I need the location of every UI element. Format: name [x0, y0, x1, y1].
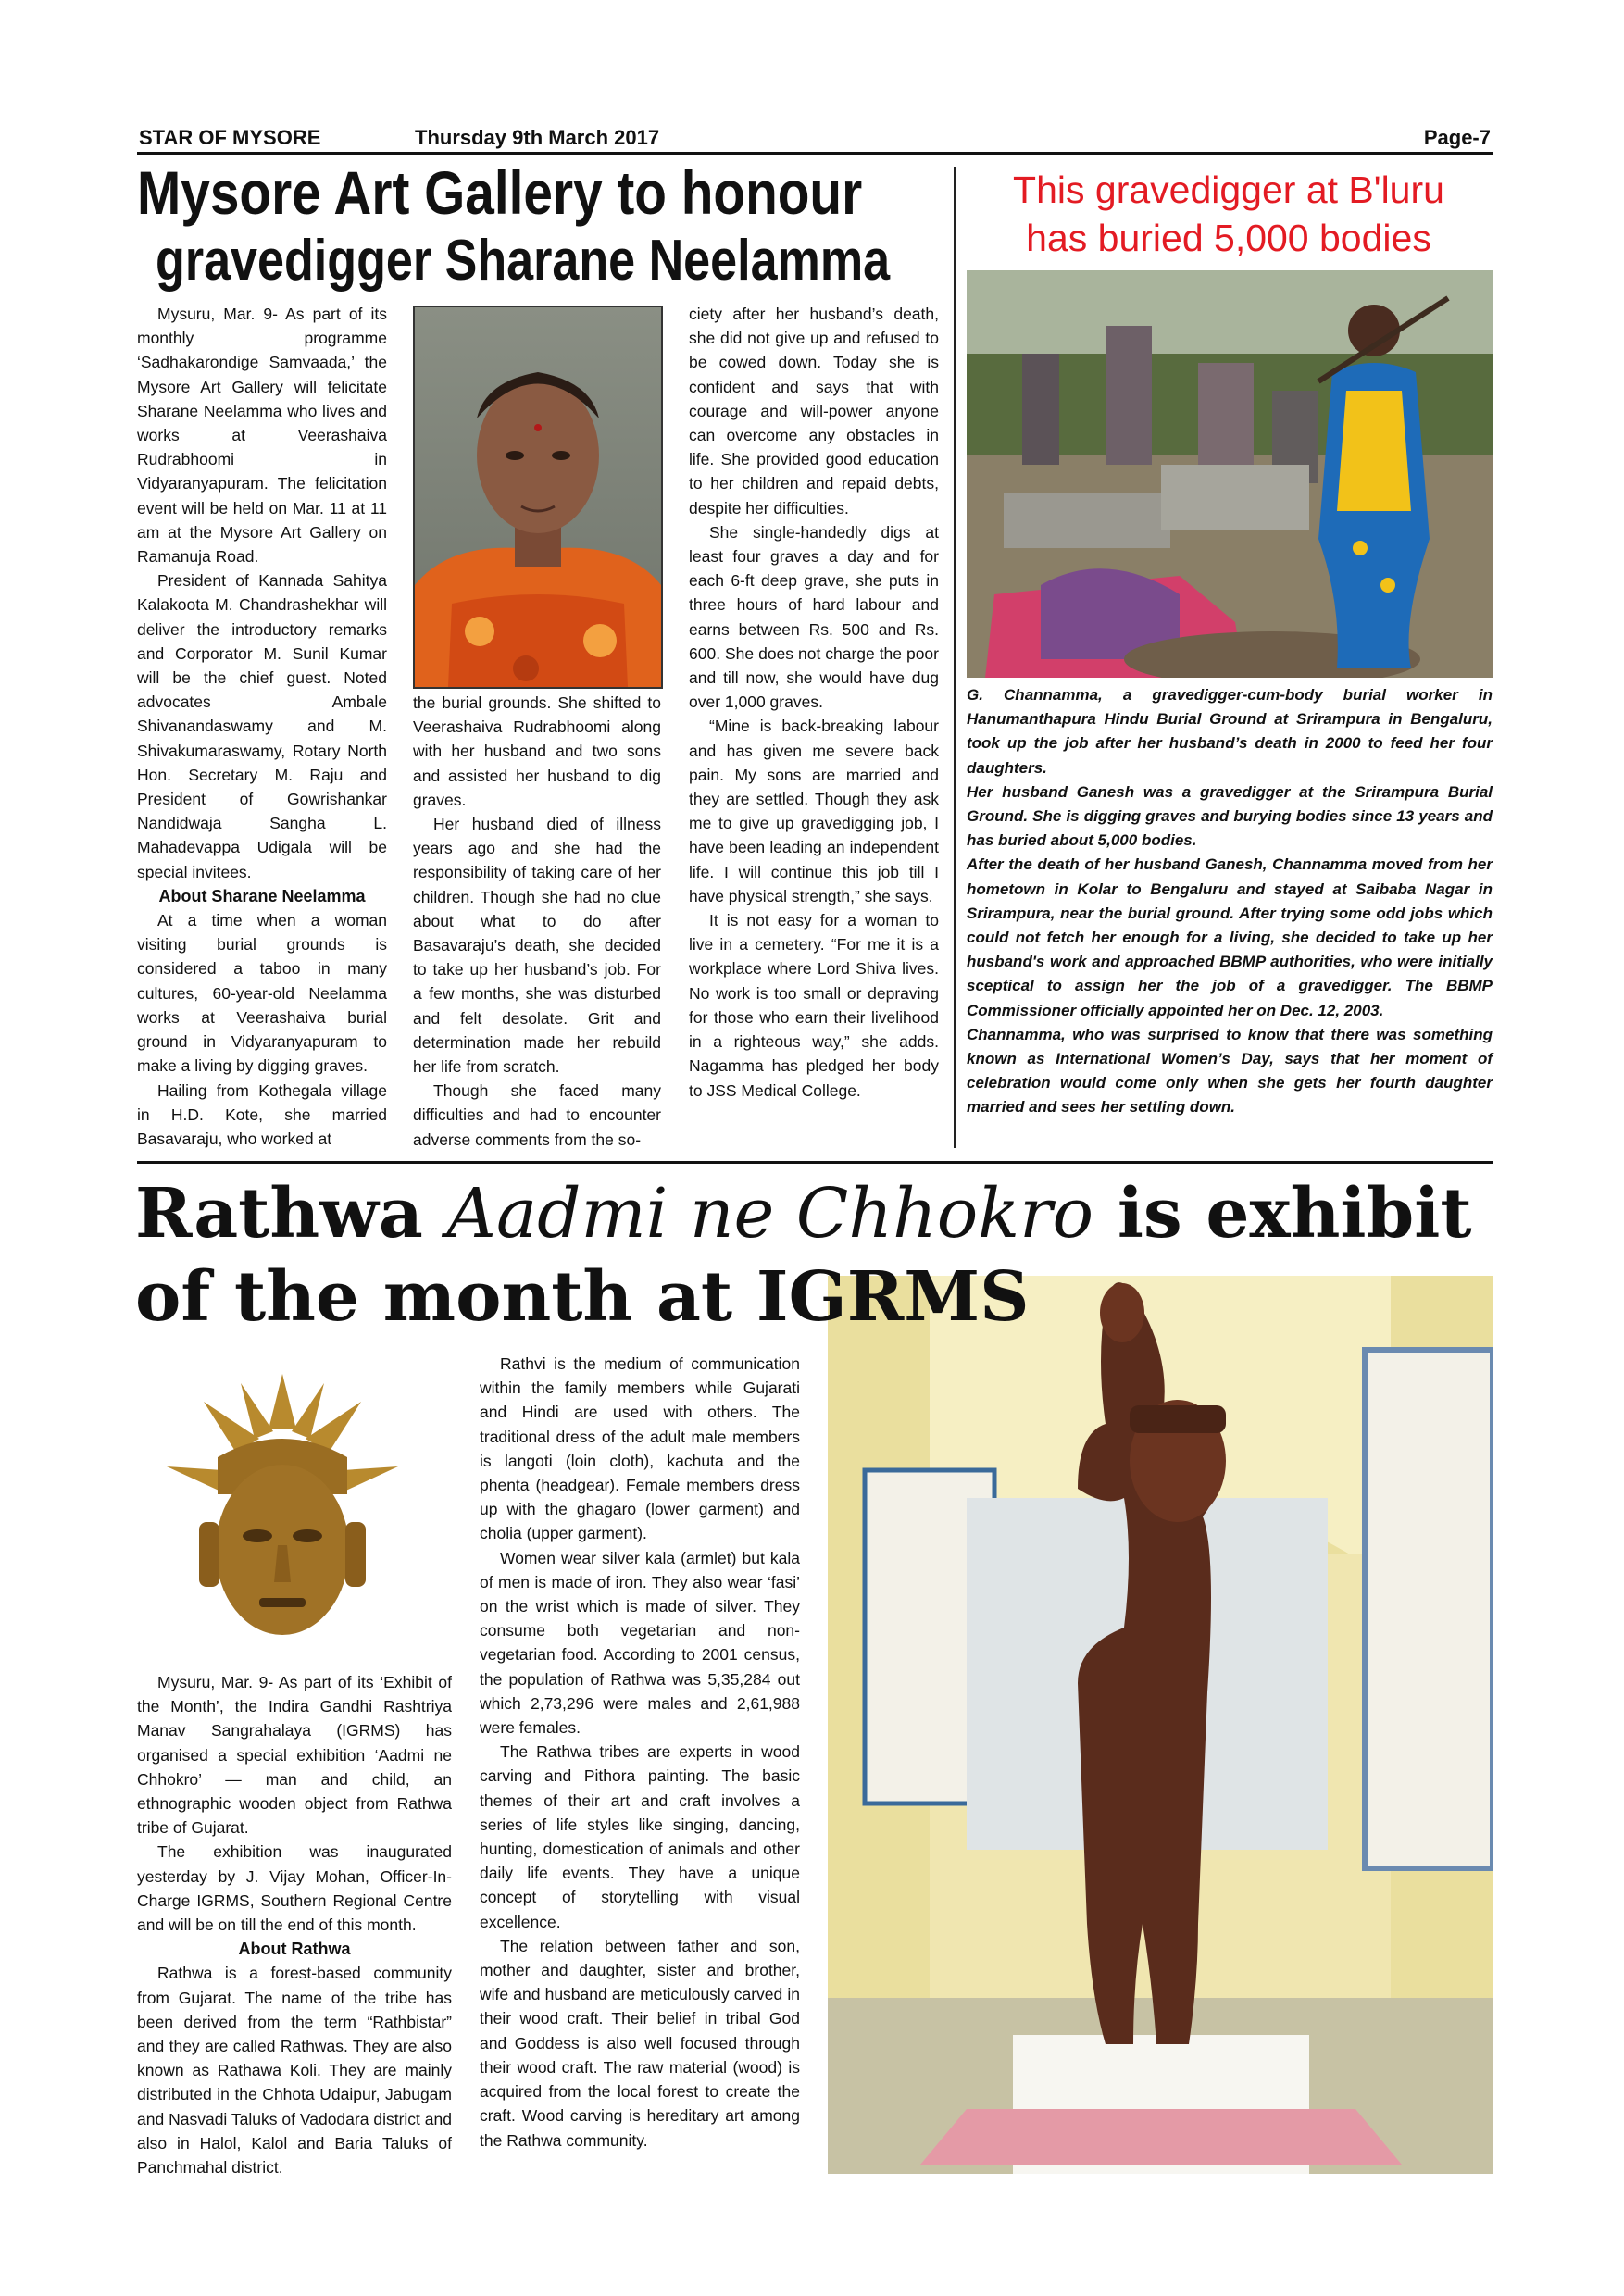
paragraph: It is not easy for a woman to live in a cemetery. “For me it is a workplace where Lord Shiva lives. No work is too small or depraving for those who earn their livelihood in a righteous way,” she adds. Nagamma has pledged her body to JSS Medical College.: [689, 911, 939, 1100]
story1-headline-line1: Mysore Art Gallery to honour: [137, 158, 863, 227]
section-rule: [137, 1161, 1493, 1164]
story1-column-1: [137, 302, 387, 1151]
sculpture-photo: [828, 1276, 1493, 2174]
gravedigger-illustration: [967, 270, 1493, 678]
paragraph: Mysuru, Mar. 9- As part of its monthly programme ‘Sadhakarondige Samvaada,’ the Mysore Art Gallery will felicitate Sharane Neelamma who lives and works at Veerashaiva Rudrabhoomi in Vidyaranyapuram. The felicitation event will be held on Mar. 11 at 11 am at the Mysore Art Gallery on Ramanuja Road.: [137, 305, 387, 567]
mask-illustration: [148, 1365, 417, 1661]
caption-paragraph: After the death of her husband Ganesh, Channamma moved from her hometown in Kolar to Bengaluru and stayed at Saibaba Nagar in Srirampura, near the burial ground. After trying some odd jobs which could not fetch her enough for a living, she decided to take up her husband's work and approached BBMP authorities, who were initially sceptical to assign her the job of a gravedigger. The BBMP Commissioner officially appointed her on Dec. 12, 2003.: [967, 855, 1493, 1019]
story1-column-2: [413, 691, 661, 1152]
caption-paragraph: G. Channamma, a gravedigger-cum-body burial worker in Hanumanthapura Hindu Burial Ground at Srirampura in Bengaluru, took up the job after her husband’s death in 2000 to feed her four daughters.: [967, 686, 1493, 777]
headline-word-exhibit: is exhibit: [1093, 1174, 1472, 1254]
masthead-rule: [137, 152, 1493, 155]
caption-paragraph: Her husband Ganesh was a gravedigger at the Srirampura Burial Ground. She is digging graves and burying bodies since 13 years and has buried about 5,000 bodies.: [967, 782, 1493, 850]
column-divider: [954, 167, 956, 1148]
paragraph: ciety after her husband’s death, she did not give up and refused to be cowed down. Today she is confident and says that with courage and will-power anyone can overcome any obstacles in life. She provided good education to her children and repaid debts, despite her difficulties.: [689, 305, 939, 518]
story2-headline-line2: has buried 5,000 bodies: [1026, 217, 1431, 259]
story3-subhead: About Rathwa: [238, 1940, 351, 1959]
paragraph: The exhibition was inaugurated yesterday by J. Vijay Mohan, Officer-In-Charge IGRMS, Southern Regional Centre and will be on till the end of this month.: [137, 1842, 452, 1935]
paragraph: Her husband died of illness years ago and she had the responsibility of taking care of her children. Though she had no clue about what to do after Basavaraju’s death, she decided to take up her husband’s job. For a few months, she was disturbed and felt desolate. Grit and determination made her rebuild her life from scratch.: [413, 815, 661, 1077]
paragraph: Rathvi is the medium of communication within the family members while Gujarati and Hindi are used with others. The traditional dress of the adult male members is langoti (loin cloth), kachuta and the phenta (headgear). Female members dress up with the ghagaro (lower garment) and cholia (upper garment).: [480, 1354, 800, 1543]
paragraph: Rathwa is a forest-based community from Gujarat. The name of the tribe has been derived from the term “Rathbistar” and they are called Rathwas. They are also known as Rathawa Koli. They are mainly distributed in the Chhota Udaipur, Jabugam and Nasvadi Taluks of Vadodara district and also in Halol, Kalol and Baria Taluks of Panchmahal district.: [137, 1964, 452, 2177]
paragraph: President of Kannada Sahitya Kalakoota M. Chandrashekhar will deliver the introductory remarks and Corporator M. Sunil Kumar will be the chief guest. Noted advocates Ambale Shivanandaswamy and M. Shivakumaraswamy, Rotary North Hon. Secretary M. Raju and President of Gowrishankar Nandidwaja Sangha L. Mahadevappa Udigala will be special invitees.: [137, 571, 387, 881]
paragraph: Women wear silver kala (armlet) but kala of men is made of iron. They also wear ‘fasi’ on the wrist which is made of silver. They consume both vegetarian and non-vegetarian food. According to 2001 census, the population of Rathwa was 5,35,284 out which 2,73,296 were males and 2,61,988 were females.: [480, 1548, 800, 1738]
story1-headline-line2: gravedigger Sharane Neelamma: [156, 229, 891, 293]
sculpture-illustration: [828, 1276, 1493, 2174]
paragraph: She single-handedly digs at least four graves a day and for each 6-ft deep grave, she puts in three hours of hard labour and earns between Rs. 500 and Rs. 600. She does not charge the poor and till now, she would have dug over 1,000 graves.: [689, 522, 939, 712]
gravedigger-caption: [967, 683, 1493, 1120]
paragraph: The relation between father and son, mother and daughter, sister and brother, wife and husband are meticulously carved in their wood craft. Their belief in tribal God and Goddess is also well focused through their wood craft. The raw material (wood) is acquired from the local forest to create the craft. Wood carving is hereditary art among the Rathwa community.: [480, 1936, 800, 2150]
story3-headline-line2: of the month at IGRMS: [135, 1257, 1030, 1337]
portrait-illustration: [415, 307, 661, 687]
paragraph: the burial grounds. She shifted to Veerashaiva Rudrabhoomi along with her husband and two sons and assisted her husband to dig graves.: [413, 693, 661, 809]
story3-column-2: [480, 1352, 800, 2152]
story1-column-3: [689, 302, 939, 1103]
page-number: Page-7: [1423, 126, 1491, 149]
story1-subhead: About Sharane Neelamma: [158, 886, 366, 905]
tribal-mask-photo: [148, 1365, 417, 1661]
paragraph: “Mine is back-breaking labour and has given me severe back pain. My sons are married and they are settled. Though they ask me to give up gravedigging job, I have been leading an independent life. I will continue this job till I have physical strength,” she says.: [689, 717, 939, 905]
paragraph: Hailing from Kothegala village in H.D. Kote, she married Basavaraju, who worked at: [137, 1080, 387, 1148]
headline-word-rathwa: Rathwa: [135, 1174, 447, 1254]
neelamma-portrait-photo: [413, 306, 663, 689]
paper-name: STAR OF MYSORE: [139, 126, 321, 149]
paragraph: At a time when a woman visiting burial grounds is considered a taboo in many cultures, 60-year-old Neelamma works at Veerashaiva burial ground in Vidyaranyapuram to make a living by digging graves.: [137, 911, 387, 1076]
paragraph: Mysuru, Mar. 9- As part of its ‘Exhibit of the Month’, the Indira Gandhi Rashtriya Manav Sangrahalaya (IGRMS) has organised a special exhibition ‘Aadmi ne Chhokro’ — man and child, an ethnographic wooden object from Rathwa tribe of Gujarat.: [137, 1673, 452, 1838]
headline-italic-title: Aadmi ne Chhokro: [446, 1174, 1094, 1254]
paragraph: Though she faced many difficulties and had to encounter adverse comments from the so-: [413, 1081, 661, 1149]
paragraph: The Rathwa tribes are experts in wood carving and Pithora painting. The basic themes of their art and craft involves a series of life styles like singing, dancing, hunting, domestication of animals and other daily life events. They have a unique concept of storytelling with visual excellence.: [480, 1742, 800, 1931]
caption-paragraph: Channamma, who was surprised to know that there was something known as International Women’s Day, says that her moment of celebration would come only when she gets her fourth daughter married and sees her settling down.: [967, 1025, 1493, 1117]
story2-headline-line1: This gravedigger at B'luru: [1013, 168, 1444, 211]
story3-column-1: [137, 1670, 452, 2179]
issue-date: Thursday 9th March 2017: [415, 126, 660, 149]
story3-headline-line1: [135, 1174, 1472, 1254]
gravedigger-photo: [967, 270, 1493, 678]
